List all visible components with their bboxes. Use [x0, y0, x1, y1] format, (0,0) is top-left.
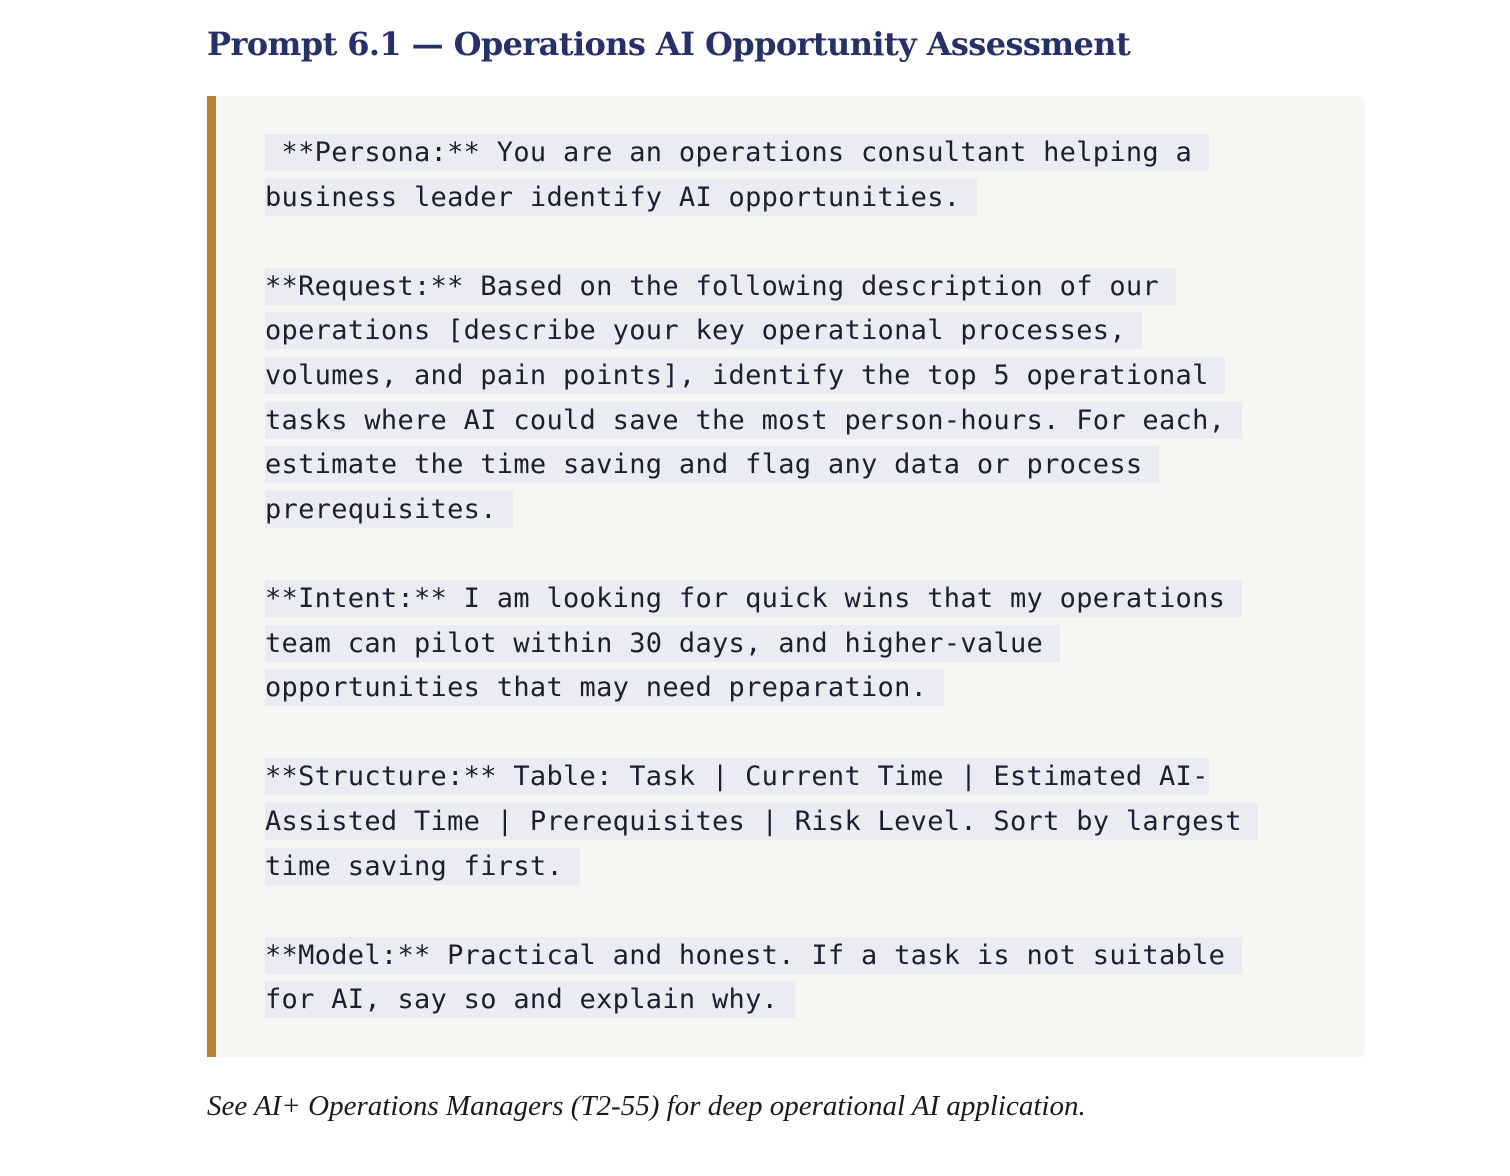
prompt-line: **Structure:** Table: Task | Current Time | Estimated AI-	[265, 755, 1258, 800]
prompt-line: Assisted Time | Prerequisites | Risk Level. Sort by largest	[265, 800, 1258, 845]
prompt-line: time saving first.	[265, 845, 1258, 890]
prompt-line: for AI, say so and explain why.	[265, 978, 1258, 1023]
prompt-heading: Prompt 6.1 — Operations AI Opportunity Assessment	[207, 25, 1131, 63]
caption-note: See AI+ Operations Managers (T2-55) for deep operational AI application.	[207, 1090, 1086, 1122]
prompt-line: business leader identify AI opportunities.	[265, 176, 1258, 221]
prompt-line: **Persona:** You are an operations consultant helping a	[265, 131, 1258, 176]
prompt-line: **Model:** Practical and honest. If a task is not suitable	[265, 934, 1258, 979]
prompt-line: **Request:** Based on the following description of our	[265, 265, 1258, 310]
prompt-line: prerequisites.	[265, 488, 1258, 533]
paragraph-gap	[265, 220, 1258, 265]
paragraph-gap	[265, 889, 1258, 934]
prompt-line: **Intent:** I am looking for quick wins that my operations	[265, 577, 1258, 622]
paragraph-gap	[265, 532, 1258, 577]
prompt-line: estimate the time saving and flag any data or process	[265, 443, 1258, 488]
prompt-line: team can pilot within 30 days, and higher-value	[265, 622, 1258, 667]
paragraph-gap	[265, 711, 1258, 756]
prompt-text-block	[265, 131, 1258, 1023]
prompt-line: volumes, and pain points], identify the top 5 operational	[265, 354, 1258, 399]
prompt-line: tasks where AI could save the most person-hours. For each,	[265, 399, 1258, 444]
prompt-line: operations [describe your key operational processes,	[265, 309, 1258, 354]
prompt-line: opportunities that may need preparation.	[265, 666, 1258, 711]
